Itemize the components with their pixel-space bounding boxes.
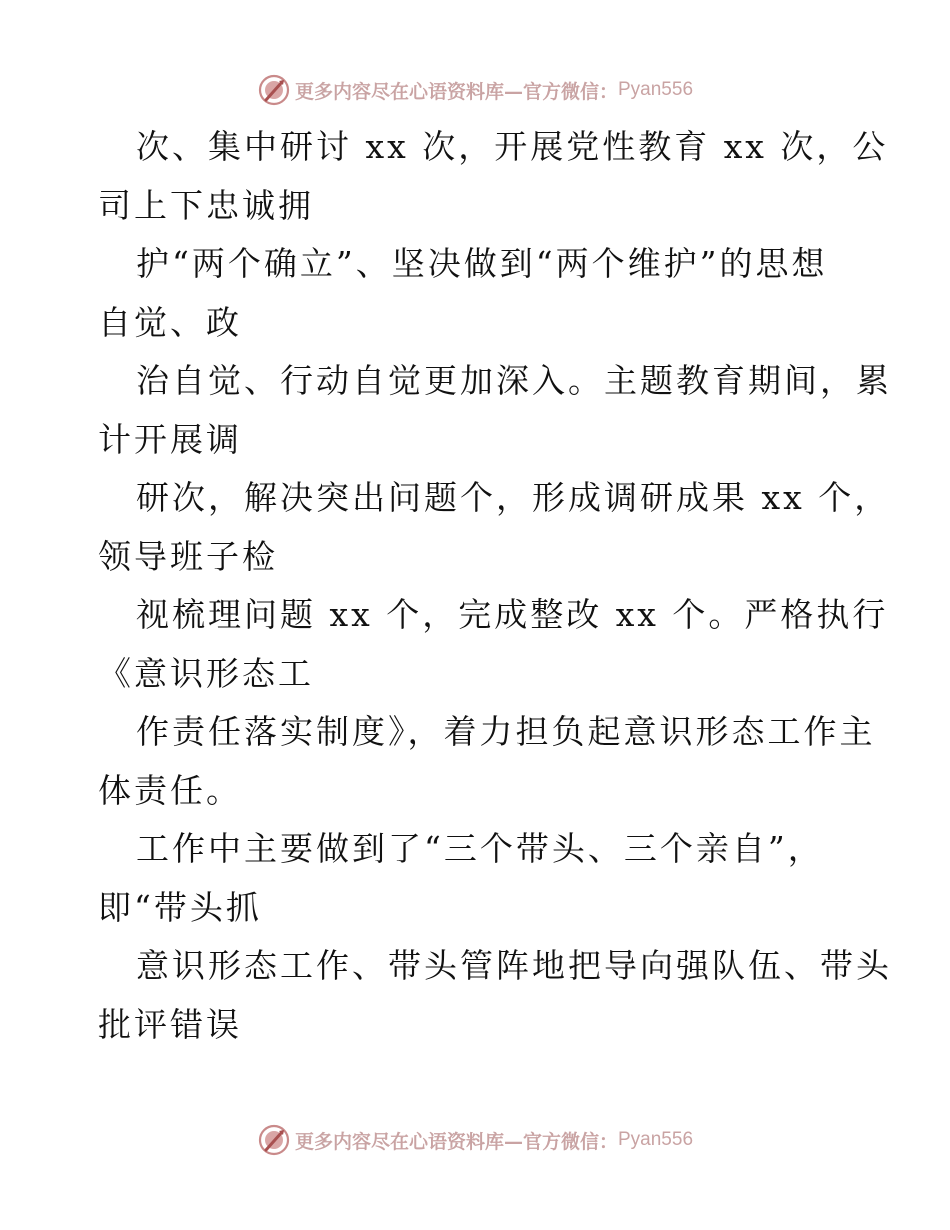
text-line: 领导班子检 [98,536,278,576]
text-line: 《意识形态工 [98,653,314,693]
text-line: 治自觉、行动自觉更加深入。主题教育期间，累 [136,361,892,400]
header-watermark-id: Pyan556 [618,79,694,100]
footer-watermark-text: 更多内容尽在心语资料库—官方微信： [294,1130,618,1153]
brand-logo-icon [257,1123,291,1157]
text-line: 次、集中研讨 xx 次，开展党性教育 xx 次，公 [136,127,889,166]
footer-watermark [0,1120,950,1160]
document-body [98,118,892,1054]
text-line: 视梳理问题 xx 个，完成整改 xx 个。严格执行 [136,595,889,634]
text-line: 护“两个确立”、坚决做到“两个维护”的思想 [136,244,828,283]
text-line: 自觉、政 [98,302,242,342]
text-line: 计开展调 [98,419,242,459]
text-line: 即“带头抓 [98,887,262,927]
text-line: 工作中主要做到了“三个带头、三个亲自”， [136,829,824,868]
footer-watermark-id: Pyan556 [618,1129,694,1150]
header-watermark [0,70,950,110]
text-line: 体责任。 [98,770,242,810]
text-line: 意识形态工作、带头管阵地把导向强队伍、带头 [136,946,892,985]
header-watermark-text: 更多内容尽在心语资料库—官方微信： [294,80,618,103]
text-line: 司上下忠诚拥 [98,185,314,225]
brand-logo-icon [257,73,291,107]
text-line: 批评错误 [98,1004,242,1044]
text-line: 作责任落实制度》，着力担负起意识形态工作主 [136,712,876,751]
text-line: 研次，解决突出问题个，形成调研成果 xx 个， [136,478,891,517]
